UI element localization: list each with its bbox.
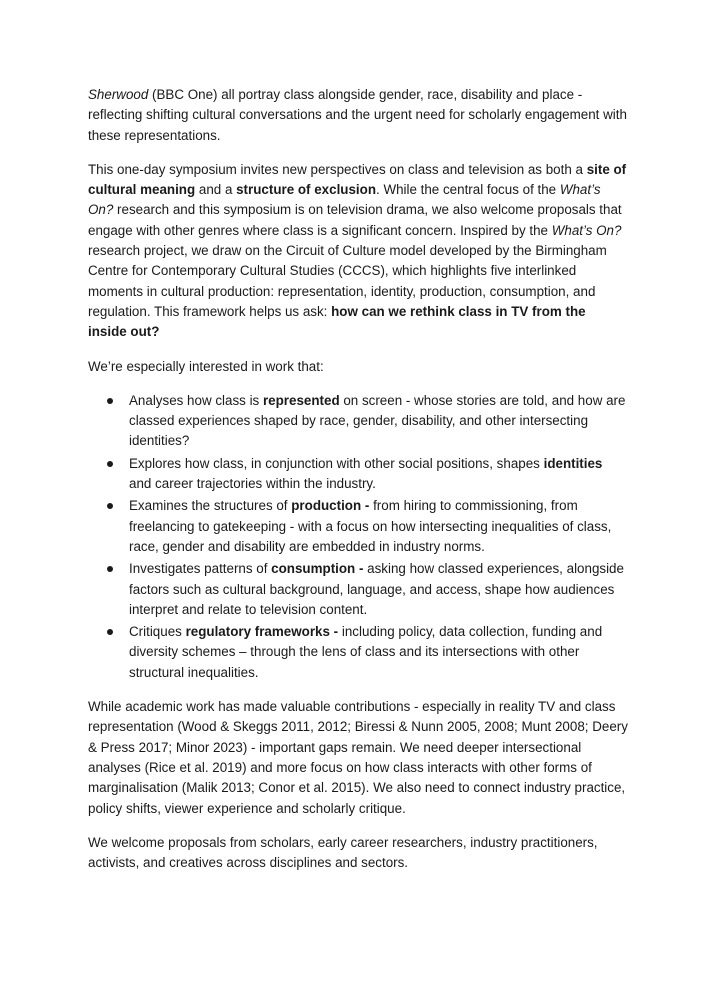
list-item-text: Investigates patterns of <box>129 561 272 577</box>
document-page <box>88 85 628 887</box>
list-item-bold: consumption - <box>271 561 364 577</box>
list-item <box>88 559 628 620</box>
bullet-icon <box>107 398 113 404</box>
list-item-bold: production - <box>291 498 370 514</box>
list-item-text: asking how classed experiences, alongside factors such as cultural background, language, and access, shape how audiences interpret and relate to television content. <box>129 561 624 617</box>
bold-research-question: how can we rethink class in TV from the inside out? <box>88 303 586 340</box>
list-item <box>88 391 628 452</box>
paragraph-symposium <box>88 160 628 343</box>
list-item-text: on screen - whose stories are told, and how are classed experiences shaped by race, gender, disability, and other intersecting identities? <box>129 392 626 449</box>
paragraph-shows <box>88 85 628 146</box>
text-segment: . While the central focus of the <box>376 182 560 198</box>
bullet-icon <box>107 503 113 509</box>
list-item <box>88 454 628 495</box>
paragraph-welcome: We welcome proposals from scholars, early career researchers, industry practitioners, activists, and creatives across disciplines and sectors. <box>88 834 598 871</box>
interest-list <box>88 391 628 683</box>
text-segment: research project, we draw on the Circuit of Culture model developed by the Birmingham Centre for Contemporary Cultural Studies (CCCS), which highlights five interlinked moments in cultural production: representation, identity, production, consumption, and regulation. This framework helps us ask: <box>88 243 607 319</box>
list-item-bold: identities <box>543 455 603 471</box>
list-item-text: and career trajectories within the industry. <box>129 476 376 492</box>
bold-structure-of-exclusion: structure of exclusion <box>236 182 376 198</box>
italic-whats-on: What’s On? <box>551 222 622 238</box>
list-item-bold: regulatory frameworks - <box>185 624 339 640</box>
list-item-text: including policy, data collection, funding and diversity schemes – through the lens of class and its intersections with other structural inequalities. <box>129 624 603 680</box>
list-intro: We’re especially interested in work that: <box>88 358 324 374</box>
text-segment: This one-day symposium invites new perspectives on class and television as both a <box>88 161 587 177</box>
list-item-text: Explores how class, in conjunction with other social positions, shapes <box>129 455 544 471</box>
paragraph-shows-text: (BBC One) all portray class alongside gender, race, disability and place - reflecting shifting cultural conversations and the urgent need for scholarly engagement with these representations. <box>88 87 627 143</box>
list-item-text: Analyses how class is <box>129 392 263 408</box>
text-segment: and a <box>195 182 237 198</box>
list-item-bold: represented <box>262 392 340 408</box>
bold-site-of-cultural-meaning: site of cultural meaning <box>88 161 627 198</box>
italic-whats-on: What’s On? <box>88 182 601 218</box>
list-item-text: Examines the structures of <box>129 498 292 514</box>
bullet-icon <box>107 461 113 467</box>
list-item <box>88 622 628 683</box>
paragraph-gaps: While academic work has made valuable contributions - especially in reality TV and class representation (Wood & Skeggs 2011, 2012; Biressi & Nunn 2005, 2008; Munt 2008; Deery & Press 2017; Minor 2023) - important gaps remain. We need deeper intersectional analyses (Rice et al. 2019) and more focus on how class interacts with other forms of marginalisation (Malik 2013; Conor et al. 2015). We also need to connect industry practice, policy shifts, viewer experience and scholarly critique. <box>88 699 628 816</box>
bullet-icon <box>107 566 113 572</box>
show-title: Sherwood <box>88 87 149 102</box>
list-item <box>88 496 628 557</box>
text-segment: research and this symposium is on television drama, we also welcome proposals that engage with other genres where class is a significant concern. Inspired by the <box>88 202 622 238</box>
list-item-text: Critiques <box>129 624 186 640</box>
list-item-text: from hiring to commissioning, from freelancing to gatekeeping - with a focus on how intersecting inequalities of class, race, gender and disability are embedded in industry norms. <box>129 498 612 554</box>
bullet-icon <box>107 629 113 635</box>
